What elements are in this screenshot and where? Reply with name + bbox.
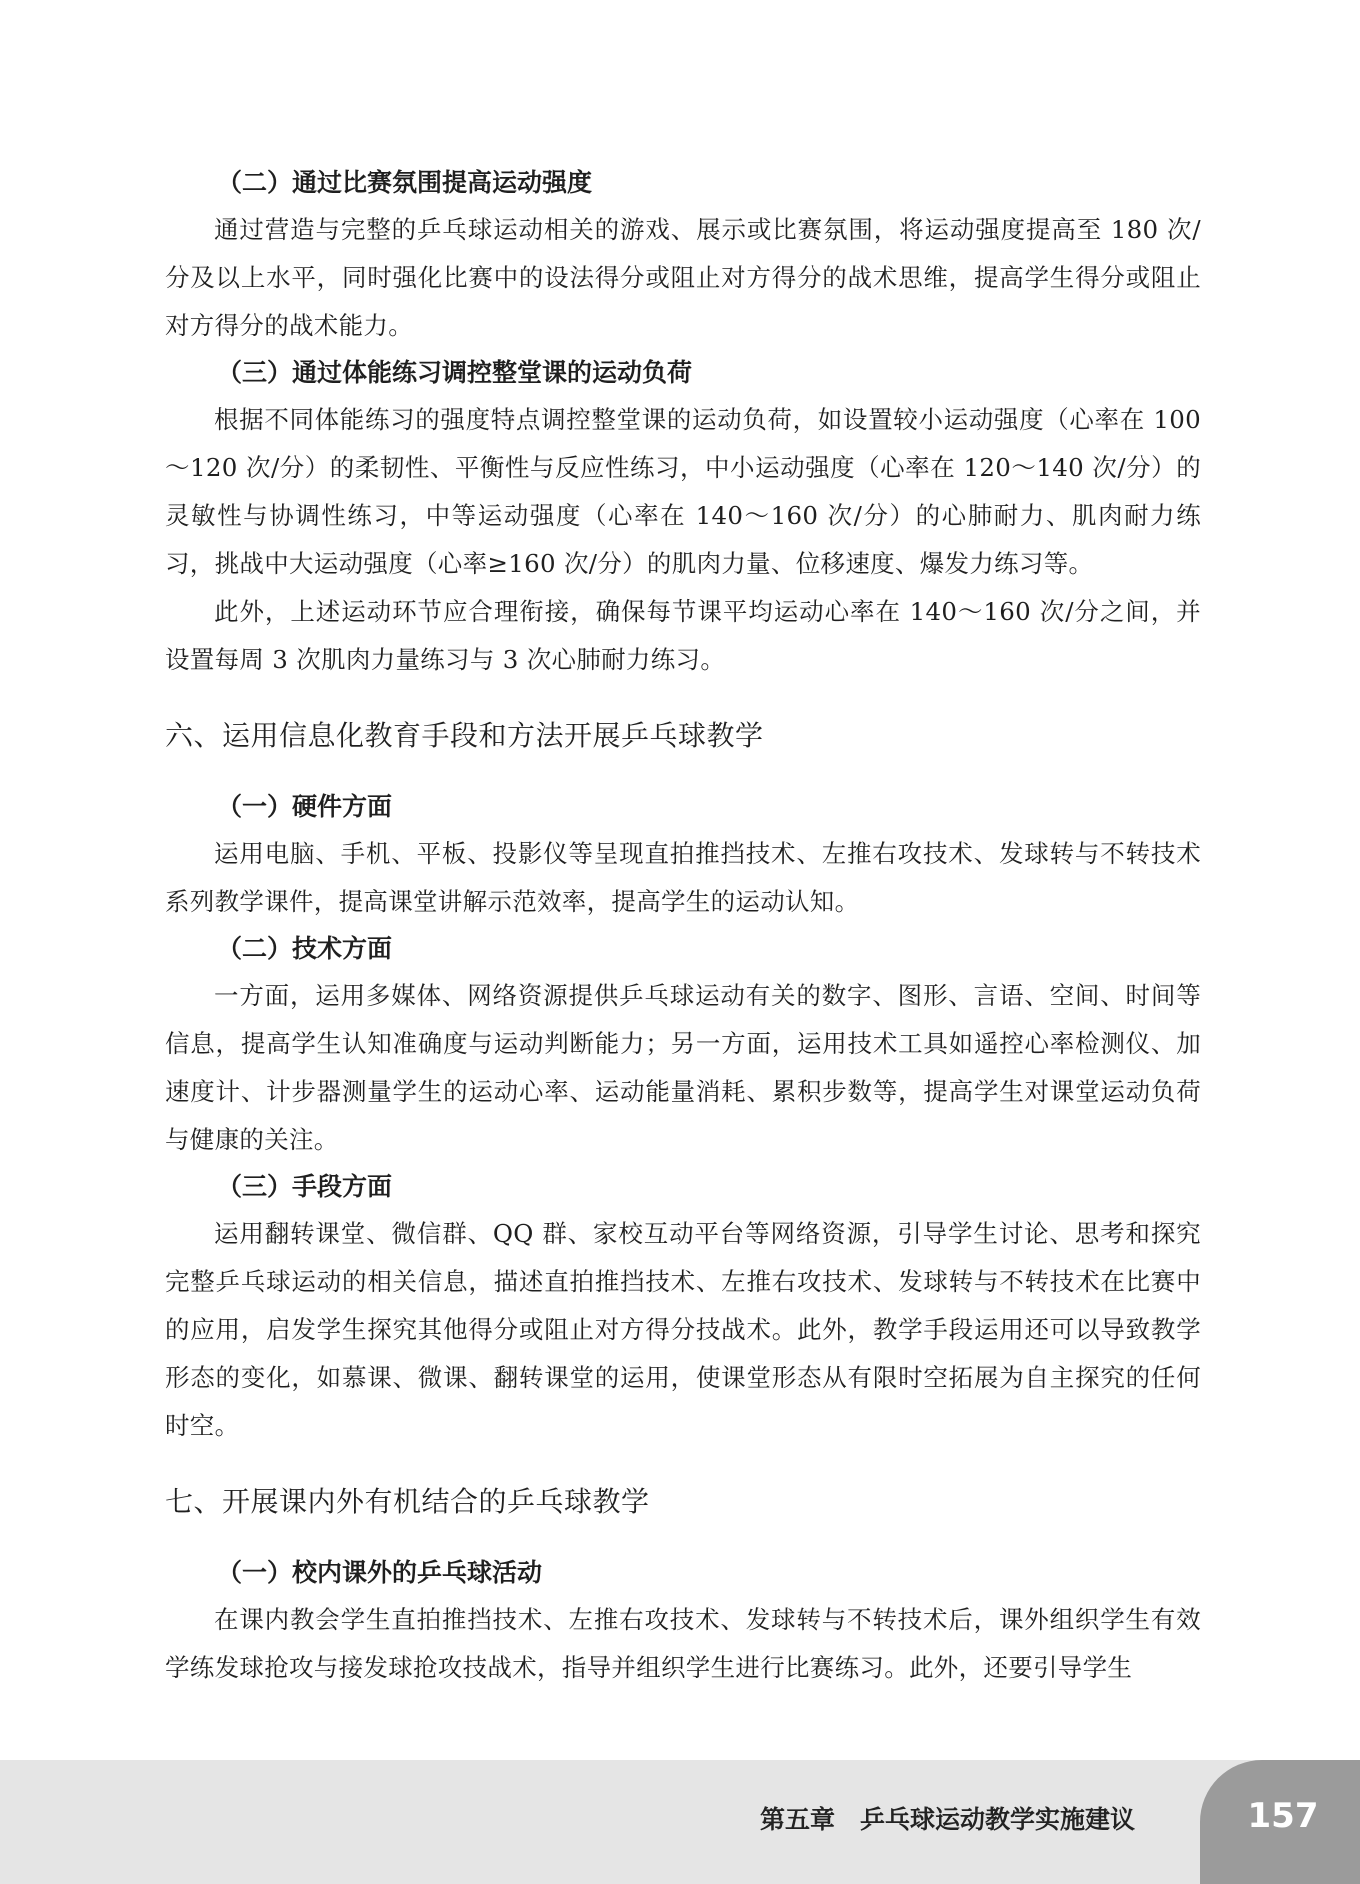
page-number-tab (1200, 1760, 1360, 1884)
page-number: 157 (1247, 1796, 1319, 1836)
subsection-heading: （三）手段方面 (217, 1172, 393, 1201)
subsection-heading: （一）硬件方面 (217, 792, 393, 821)
subsection-heading: （二）技术方面 (217, 934, 393, 963)
subsection-heading: （三）通过体能练习调控整堂课的运动负荷 (217, 358, 693, 387)
subsection-heading: （二）通过比赛氛围提高运动强度 (217, 168, 593, 197)
section-heading: 七、开展课内外有机结合的乒乓球教学 (165, 1485, 650, 1518)
body-paragraph: 一方面，运用多媒体、网络资源提供乒乓球运动有关的数字、图形、言语、空间、时间等信息，提高学生认知准确度与运动判断能力；另一方面，运用技术工具如遥控心率检测仪、加速度计、计步器测量学生的运动心率、运动能量消耗、累积步数等，提高学生对课堂运动负荷与健康的关注。 (165, 981, 1201, 1154)
body-paragraph: 根据不同体能练习的强度特点调控整堂课的运动负荷，如设置较小运动强度（心率在 100～120 次/分）的柔韧性、平衡性与反应性练习，中小运动强度（心率在 120～140 次/分）的灵敏性与协调性练习，中等运动强度（心率在 140～160 次/分）的心肺耐力、肌肉耐力练习，挑战中大运动强度（心率≥160 次/分）的肌肉力量、位移速度、爆发力练习等。 (165, 405, 1201, 578)
subsection-heading: （一）校内课外的乒乓球活动 (217, 1558, 543, 1587)
page-footer (0, 1760, 1360, 1884)
section-heading: 六、运用信息化教育手段和方法开展乒乓球教学 (165, 719, 764, 752)
body-paragraph: 此外，上述运动环节应合理衔接，确保每节课平均运动心率在 140～160 次/分之间，并设置每周 3 次肌肉力量练习与 3 次心肺耐力练习。 (165, 597, 1201, 674)
page-body (165, 160, 1201, 1692)
body-paragraph: 运用翻转课堂、微信群、QQ 群、家校互动平台等网络资源，引导学生讨论、思考和探究完整乒乓球运动的相关信息，描述直拍推挡技术、左推右攻技术、发球转与不转技术在比赛中的应用，启发学生探究其他得分或阻止对方得分技战术。此外，教学手段运用还可以导致教学形态的变化，如慕课、微课、翻转课堂的运用，使课堂形态从有限时空拓展为自主探究的任何时空。 (165, 1219, 1201, 1440)
chapter-title: 第五章 乒乓球运动教学实施建议 (759, 1805, 1135, 1834)
body-paragraph: 运用电脑、手机、平板、投影仪等呈现直拍推挡技术、左推右攻技术、发球转与不转技术系列教学课件，提高课堂讲解示范效率，提高学生的运动认知。 (165, 839, 1201, 916)
body-paragraph: 通过营造与完整的乒乓球运动相关的游戏、展示或比赛氛围，将运动强度提高至 180 次/分及以上水平，同时强化比赛中的设法得分或阻止对方得分的战术思维，提高学生得分或阻止对方得分的战术能力。 (165, 215, 1201, 340)
body-paragraph: 在课内教会学生直拍推挡技术、左推右攻技术、发球转与不转技术后，课外组织学生有效学练发球抢攻与接发球抢攻技战术，指导并组织学生进行比赛练习。此外，还要引导学生 (165, 1605, 1201, 1682)
